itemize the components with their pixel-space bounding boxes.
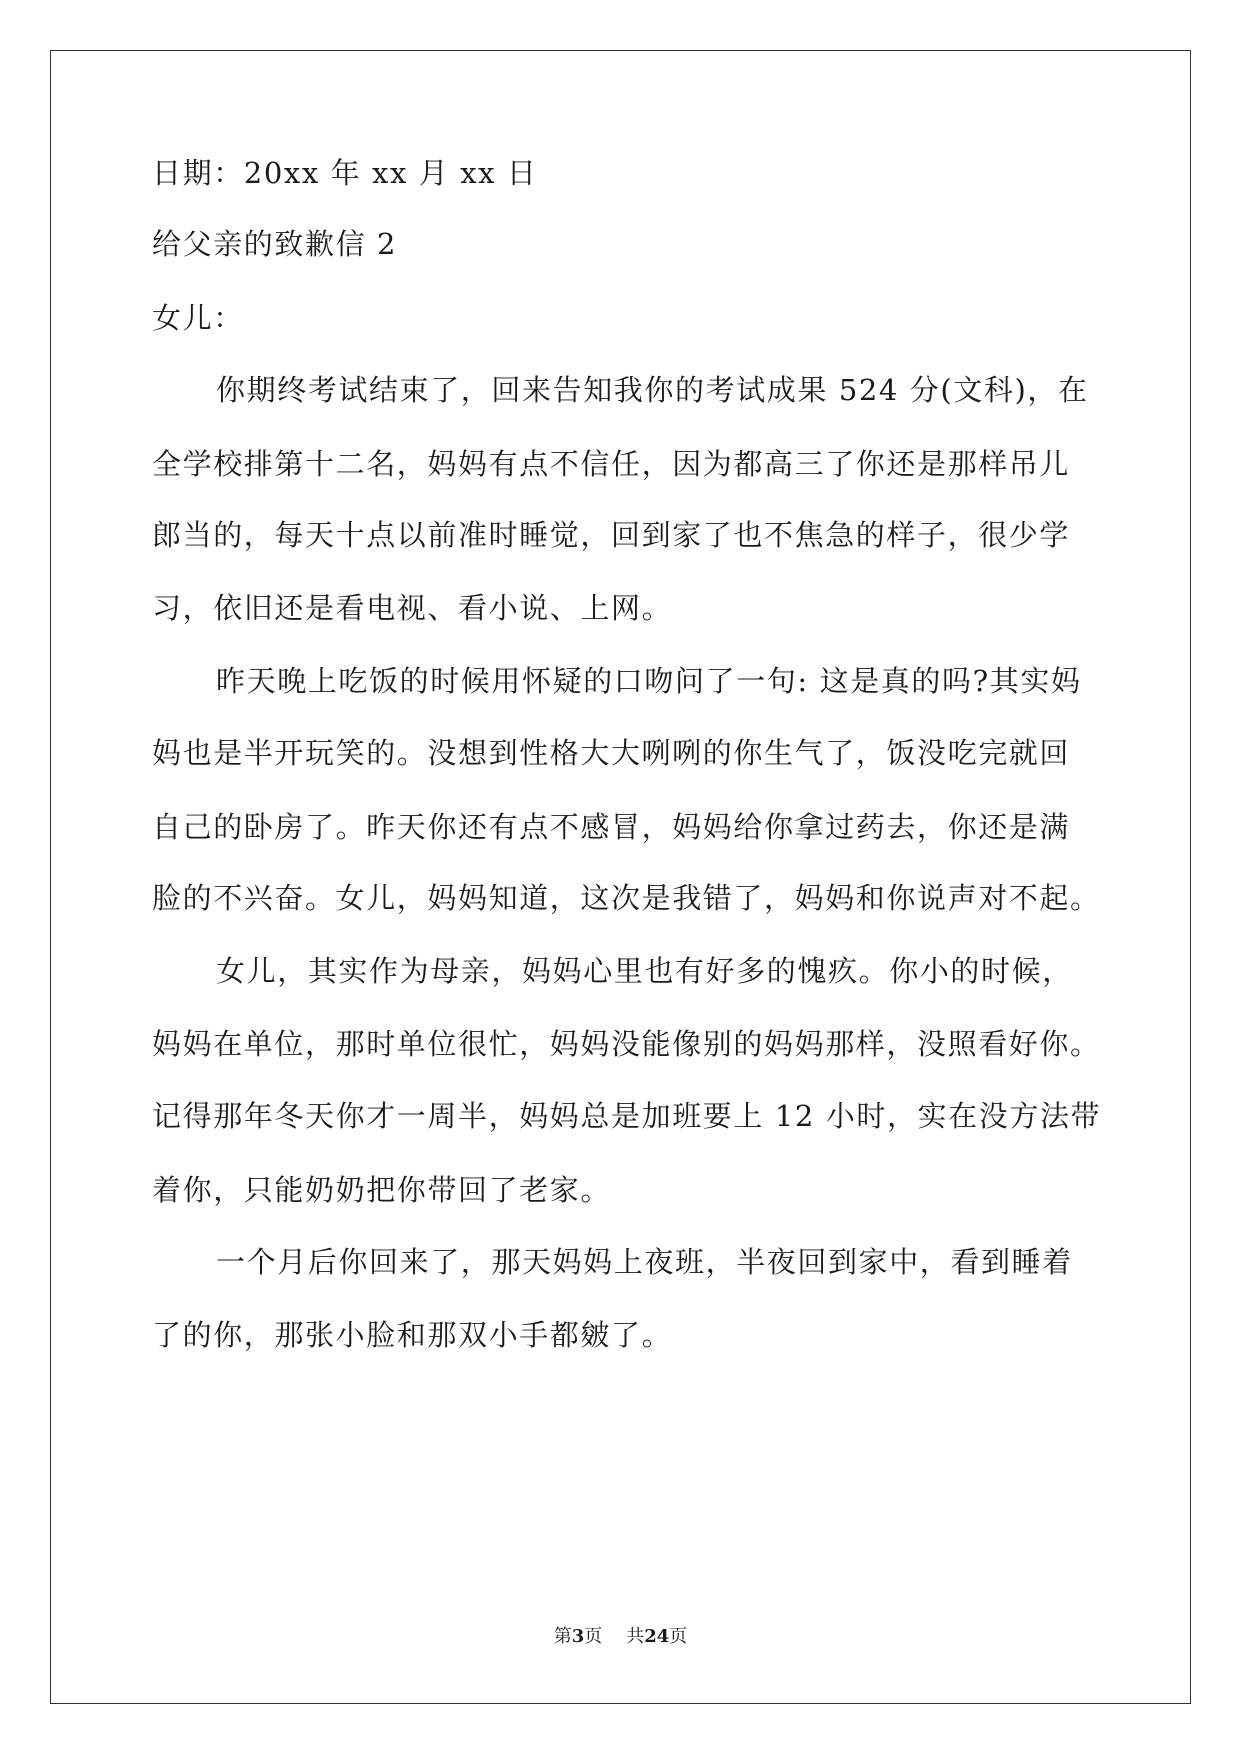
paragraph-line: 妈也是半开玩笑的。没想到性格大大咧咧的你生气了，饭没吃完就回 (152, 736, 1071, 770)
paragraph-line: 全学校排第十二名，妈妈有点不信任，因为都高三了你还是那样吊儿 (152, 447, 1071, 481)
page-prefix: 第 (553, 1626, 572, 1647)
total-pages: 24 (644, 1626, 670, 1647)
page-suffix: 页 (584, 1626, 603, 1647)
page-footer (0, 1625, 1241, 1649)
page-number: 3 (571, 1626, 585, 1647)
page-border (50, 50, 1191, 1704)
paragraph-line: 妈妈在单位，那时单位很忙，妈妈没能像别的妈妈那样，没照看好你。 (152, 1027, 1101, 1061)
total-prefix: 共 (626, 1626, 645, 1647)
paragraph-line: 脸的不兴奋。女儿，妈妈知道，这次是我错了，妈妈和你说声对不起。 (152, 881, 1101, 915)
paragraph-line: 了的你，那张小脸和那双小手都皴了。 (152, 1318, 673, 1352)
paragraph-line: 自己的卧房了。昨天你还有点不感冒，妈妈给你拿过药去，你还是满 (152, 810, 1071, 844)
paragraph-line: 你期终考试结束了，回来告知我你的考试成果 524 分(文科)，在 (216, 373, 1089, 407)
salutation: 女儿： (152, 301, 244, 335)
paragraph-line: 一个月后你回来了，那天妈妈上夜班，半夜回到家中，看到睡着 (216, 1245, 1073, 1279)
total-suffix: 页 (669, 1626, 688, 1647)
letter-title: 给父亲的致歉信 2 (152, 227, 398, 261)
paragraph-line: 昨天晚上吃饭的时候用怀疑的口吻问了一句: 这是真的吗?其实妈 (216, 664, 1082, 698)
paragraph-line: 记得那年冬天你才一周半，妈妈总是加班要上 12 小时，实在没方法带 (152, 1099, 1102, 1133)
paragraph-line: 着你，只能奶奶把你带回了老家。 (152, 1173, 612, 1207)
paragraph-line: 女儿，其实作为母亲，妈妈心里也有好多的愧疚。你小的时候， (216, 954, 1073, 988)
paragraph-line: 习，依旧还是看电视、看小说、上网。 (152, 591, 673, 625)
paragraph-line: 郎当的，每天十点以前准时睡觉，回到家了也不焦急的样子，很少学 (152, 518, 1071, 552)
date-line: 日期：20xx 年 xx 月 xx 日 (152, 156, 538, 190)
